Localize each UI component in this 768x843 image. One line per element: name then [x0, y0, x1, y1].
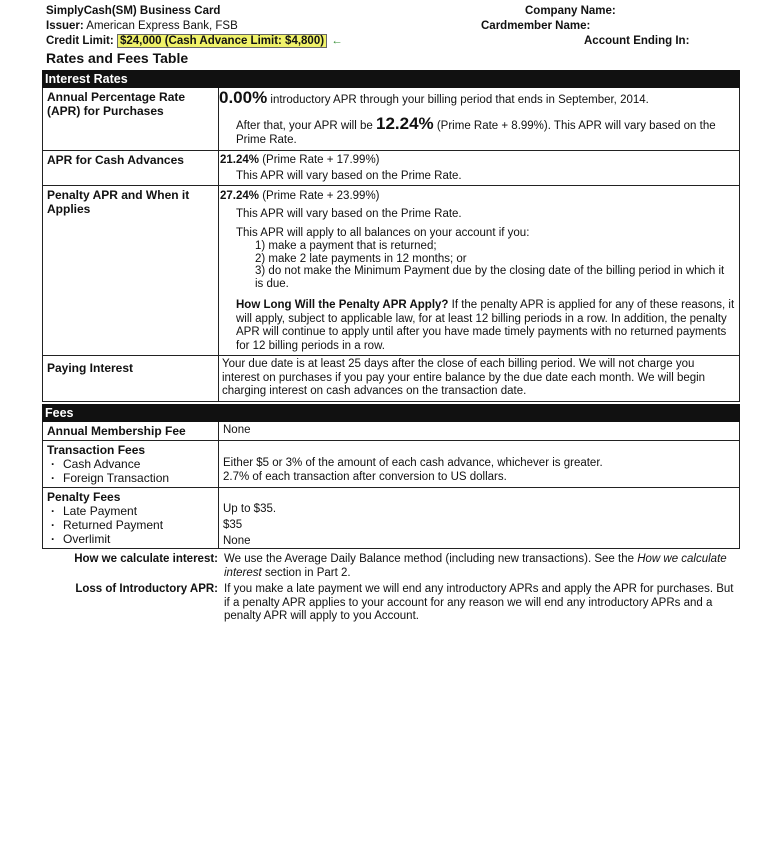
late-payment-label: · Late Payment — [47, 504, 215, 518]
cash-advance-fee-value: Either $5 or 3% of the amount of each cash advance, whichever is greater. — [223, 457, 603, 469]
column-divider — [218, 186, 219, 355]
penalty-how-long — [236, 299, 735, 353]
arrow-left-icon: ← — [331, 35, 343, 47]
returned-payment-label: · Returned Payment — [47, 518, 215, 532]
penalty-rate-line — [220, 190, 735, 204]
penalty-vary: This APR will vary based on the Prime Rate. — [236, 208, 462, 220]
rates-fees-title: Rates and Fees Table — [46, 50, 189, 66]
foreign-transaction-fee-value: 2.7% of each transaction after conversion to US dollars. — [223, 471, 507, 483]
row-penalty-fees — [43, 488, 739, 549]
row-annual-fee — [43, 422, 739, 441]
penalty-condition-2: 2) make 2 late payments in 12 months; or — [255, 252, 467, 265]
column-divider — [218, 488, 219, 548]
how-long-question: How Long Will the Penalty APR Apply? — [236, 299, 449, 311]
penalty-apr-label: Penalty APR and When it Applies — [47, 188, 190, 216]
penalty-fees-label — [47, 490, 215, 546]
paying-interest-text: Your due date is at least 25 days after the close of each billing period. We will not charge you interest on purchases if you pay your entire balance by the due date each month. We will begin charging interest on cash advances on the transaction date. — [222, 358, 706, 397]
row-paying-interest — [43, 356, 739, 402]
transaction-fees-label — [47, 443, 215, 485]
apr-purchases-after — [236, 114, 735, 147]
penalty-condition-1: 1) make a payment that is returned; — [255, 240, 437, 252]
loss-intro-apr-text: If you make a late payment we will end any introductory APRs and apply the APR for purchases. But if a penalty APR applies to your account for any reason we will end any introductory APRs and a penalty APR will apply to you Account. — [224, 583, 734, 622]
fees-table — [42, 422, 740, 549]
after-apr-text: (Prime Rate + 8.99%). This APR will vary based on the Prime Rate. — [236, 120, 716, 146]
credit-limit-line — [46, 34, 343, 49]
annual-fee-value: None — [223, 424, 251, 436]
after-apr-rate: 12.24% — [375, 114, 434, 133]
column-divider — [218, 356, 219, 401]
credit-limit-highlight: $24,000 (Cash Advance Limit: $4,800) — [117, 34, 327, 48]
penalty-condition-3: 3) do not make the Minimum Payment due by the closing date of the billing period in which it is due. — [255, 265, 725, 290]
company-name-label: Company Name: — [525, 5, 616, 17]
calc-text-2: section in Part 2. — [261, 566, 351, 579]
penalty-fees-title: Penalty Fees — [47, 490, 121, 504]
penalty-conditions — [241, 240, 735, 291]
calc-interest-note — [60, 553, 740, 583]
returned-payment-value: $35 — [223, 519, 243, 531]
row-apr-cash-advances — [43, 151, 739, 186]
loss-intro-apr-label: Loss of Introductory APR: — [75, 583, 218, 595]
column-divider — [218, 422, 219, 440]
credit-limit-label: Credit Limit: — [46, 35, 114, 47]
fees-header: Fees — [42, 404, 740, 422]
apr-cash-rate-line — [220, 154, 735, 168]
overlimit-value: None — [223, 535, 251, 547]
apr-cash-vary: This APR will vary based on the Prime Rate. — [236, 170, 462, 182]
penalty-rate-text: (Prime Rate + 23.99%) — [259, 190, 380, 202]
interest-rates-header: Interest Rates — [42, 70, 740, 88]
column-divider — [218, 441, 219, 487]
issuer-value: American Express Bank, FSB — [86, 20, 238, 32]
apr-purchases-intro — [219, 88, 735, 108]
issuer-line — [46, 19, 343, 34]
cardmember-name-label: Cardmember Name: — [481, 20, 591, 32]
apr-cash-label: APR for Cash Advances — [47, 153, 184, 167]
calc-interest-text — [224, 553, 740, 580]
calc-italic-ref: How we calculate interest — [224, 553, 727, 579]
overlimit-label: · Overlimit — [47, 532, 215, 546]
loss-intro-apr-note — [60, 583, 740, 628]
calc-text-1: We use the Average Daily Balance method (including new transactions). See the — [224, 553, 638, 565]
row-apr-purchases — [43, 88, 739, 151]
apr-purchases-label: Annual Percentage Rate (APR) for Purchases — [47, 90, 186, 118]
how-long-text: If the penalty APR is applied for any of these reasons, it will apply, subject to applicable law, for at least 12 billing periods in a row. In addition, the penalty APR will continue to apply until after you have made timely payments with no returned payments for 12 billing periods in a row. — [236, 299, 735, 352]
after-apr-prefix: After that, your APR will be — [236, 120, 376, 132]
penalty-apply: This APR will apply to all balances on your account if you: — [236, 227, 530, 239]
intro-apr-text: introductory APR through your billing period that ends in September, 2014. — [267, 94, 649, 106]
column-divider — [218, 151, 219, 185]
calc-interest-label: How we calculate interest: — [74, 553, 218, 565]
account-ending-label: Account Ending In: — [584, 35, 690, 47]
apr-cash-rate-text: (Prime Rate + 17.99%) — [259, 154, 380, 166]
transaction-fees-title: Transaction Fees — [47, 443, 146, 457]
issuer-label: Issuer: — [46, 20, 84, 32]
apr-cash-rate: 21.24% — [220, 154, 260, 166]
annual-fee-label: Annual Membership Fee — [47, 424, 186, 438]
paying-interest-label: Paying Interest — [47, 361, 134, 375]
intro-apr-rate: 0.00% — [219, 88, 268, 107]
row-penalty-apr — [43, 186, 739, 356]
foreign-transaction-fee-label: · Foreign Transaction — [47, 471, 215, 485]
row-transaction-fees — [43, 441, 739, 488]
card-name: SimplyCash(SM) Business Card — [46, 5, 221, 17]
document-header — [46, 4, 343, 49]
interest-rates-table — [42, 88, 740, 402]
late-payment-value: Up to $35. — [223, 503, 277, 515]
penalty-rate: 27.24% — [220, 190, 260, 202]
cash-advance-fee-label: · Cash Advance — [47, 457, 215, 471]
